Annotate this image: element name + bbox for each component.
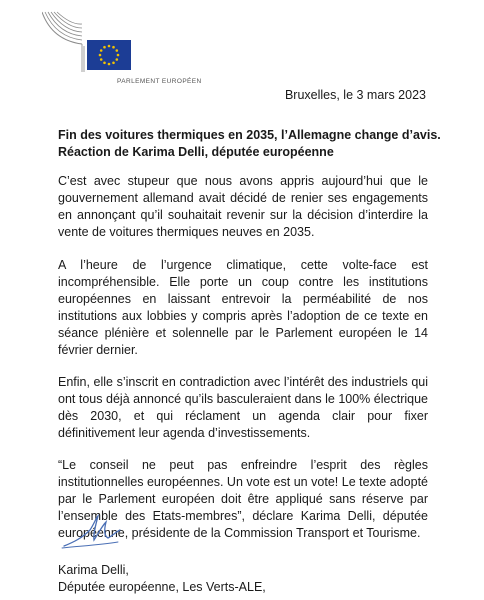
closing-block	[58, 562, 266, 596]
signatory-title: Députée européenne, Les Verts-ALE,	[58, 580, 266, 594]
paragraph-3: Enfin, elle s’inscrit en contradiction avec l’intérêt des industriels qui ont tous déjà annoncé qu’ils basculeraient dans le 100% électrique dès 2030, et qui réclament un agenda clair pour fixer définitivement leur agenda d’investissements.	[58, 375, 428, 440]
subject-line-2: Réaction de Karima Delli, députée européenne	[58, 145, 334, 159]
paragraph-2: A l’heure de l’urgence climatique, cette volte-face est incompréhensible. Elle porte un coup contre les institutions européennes en laissant entrevoir la perméabilité de nos institutions aux lobbies y compris après l’adoption de ce texte en séance plénière et solennelle par le Parlement européen le 14 février dernier.	[58, 258, 428, 357]
subject-line-1: Fin des voitures thermiques en 2035, l’Allemagne change d’avis.	[58, 128, 441, 142]
letter-body	[58, 173, 428, 557]
signatory-name: Karima Delli,	[58, 563, 129, 577]
european-parliament-letterhead	[42, 10, 202, 85]
date-line: Bruxelles, le 3 mars 2023	[284, 88, 426, 102]
subject-heading	[58, 127, 441, 161]
european-parliament-logo	[42, 10, 182, 85]
paragraph-1: C’est avec stupeur que nous avons appris aujourd’hui que le gouvernement allemand avait décidé de renier ses engagements en annonçant qu’il souhaitait revenir sur la décision d’interdire la vente de voitures thermiques neuves en 2035.	[58, 174, 428, 239]
handwritten-signature	[60, 512, 130, 552]
paragraph-4: “Le conseil ne peut pas enfreindre l’esprit des règles institutionnelles européennes. Un vote est un vote! Le texte adopté par le Parlement européen doit être appliqué sans réserve par l’ensemble des Etats-membres”, déclare Karima Delli, députée européenne, présidente de la Commission Transport et Tourisme.	[58, 458, 428, 540]
organization-name: PARLEMENT EUROPÉEN	[117, 78, 202, 85]
eu-flag-icon	[87, 40, 131, 70]
